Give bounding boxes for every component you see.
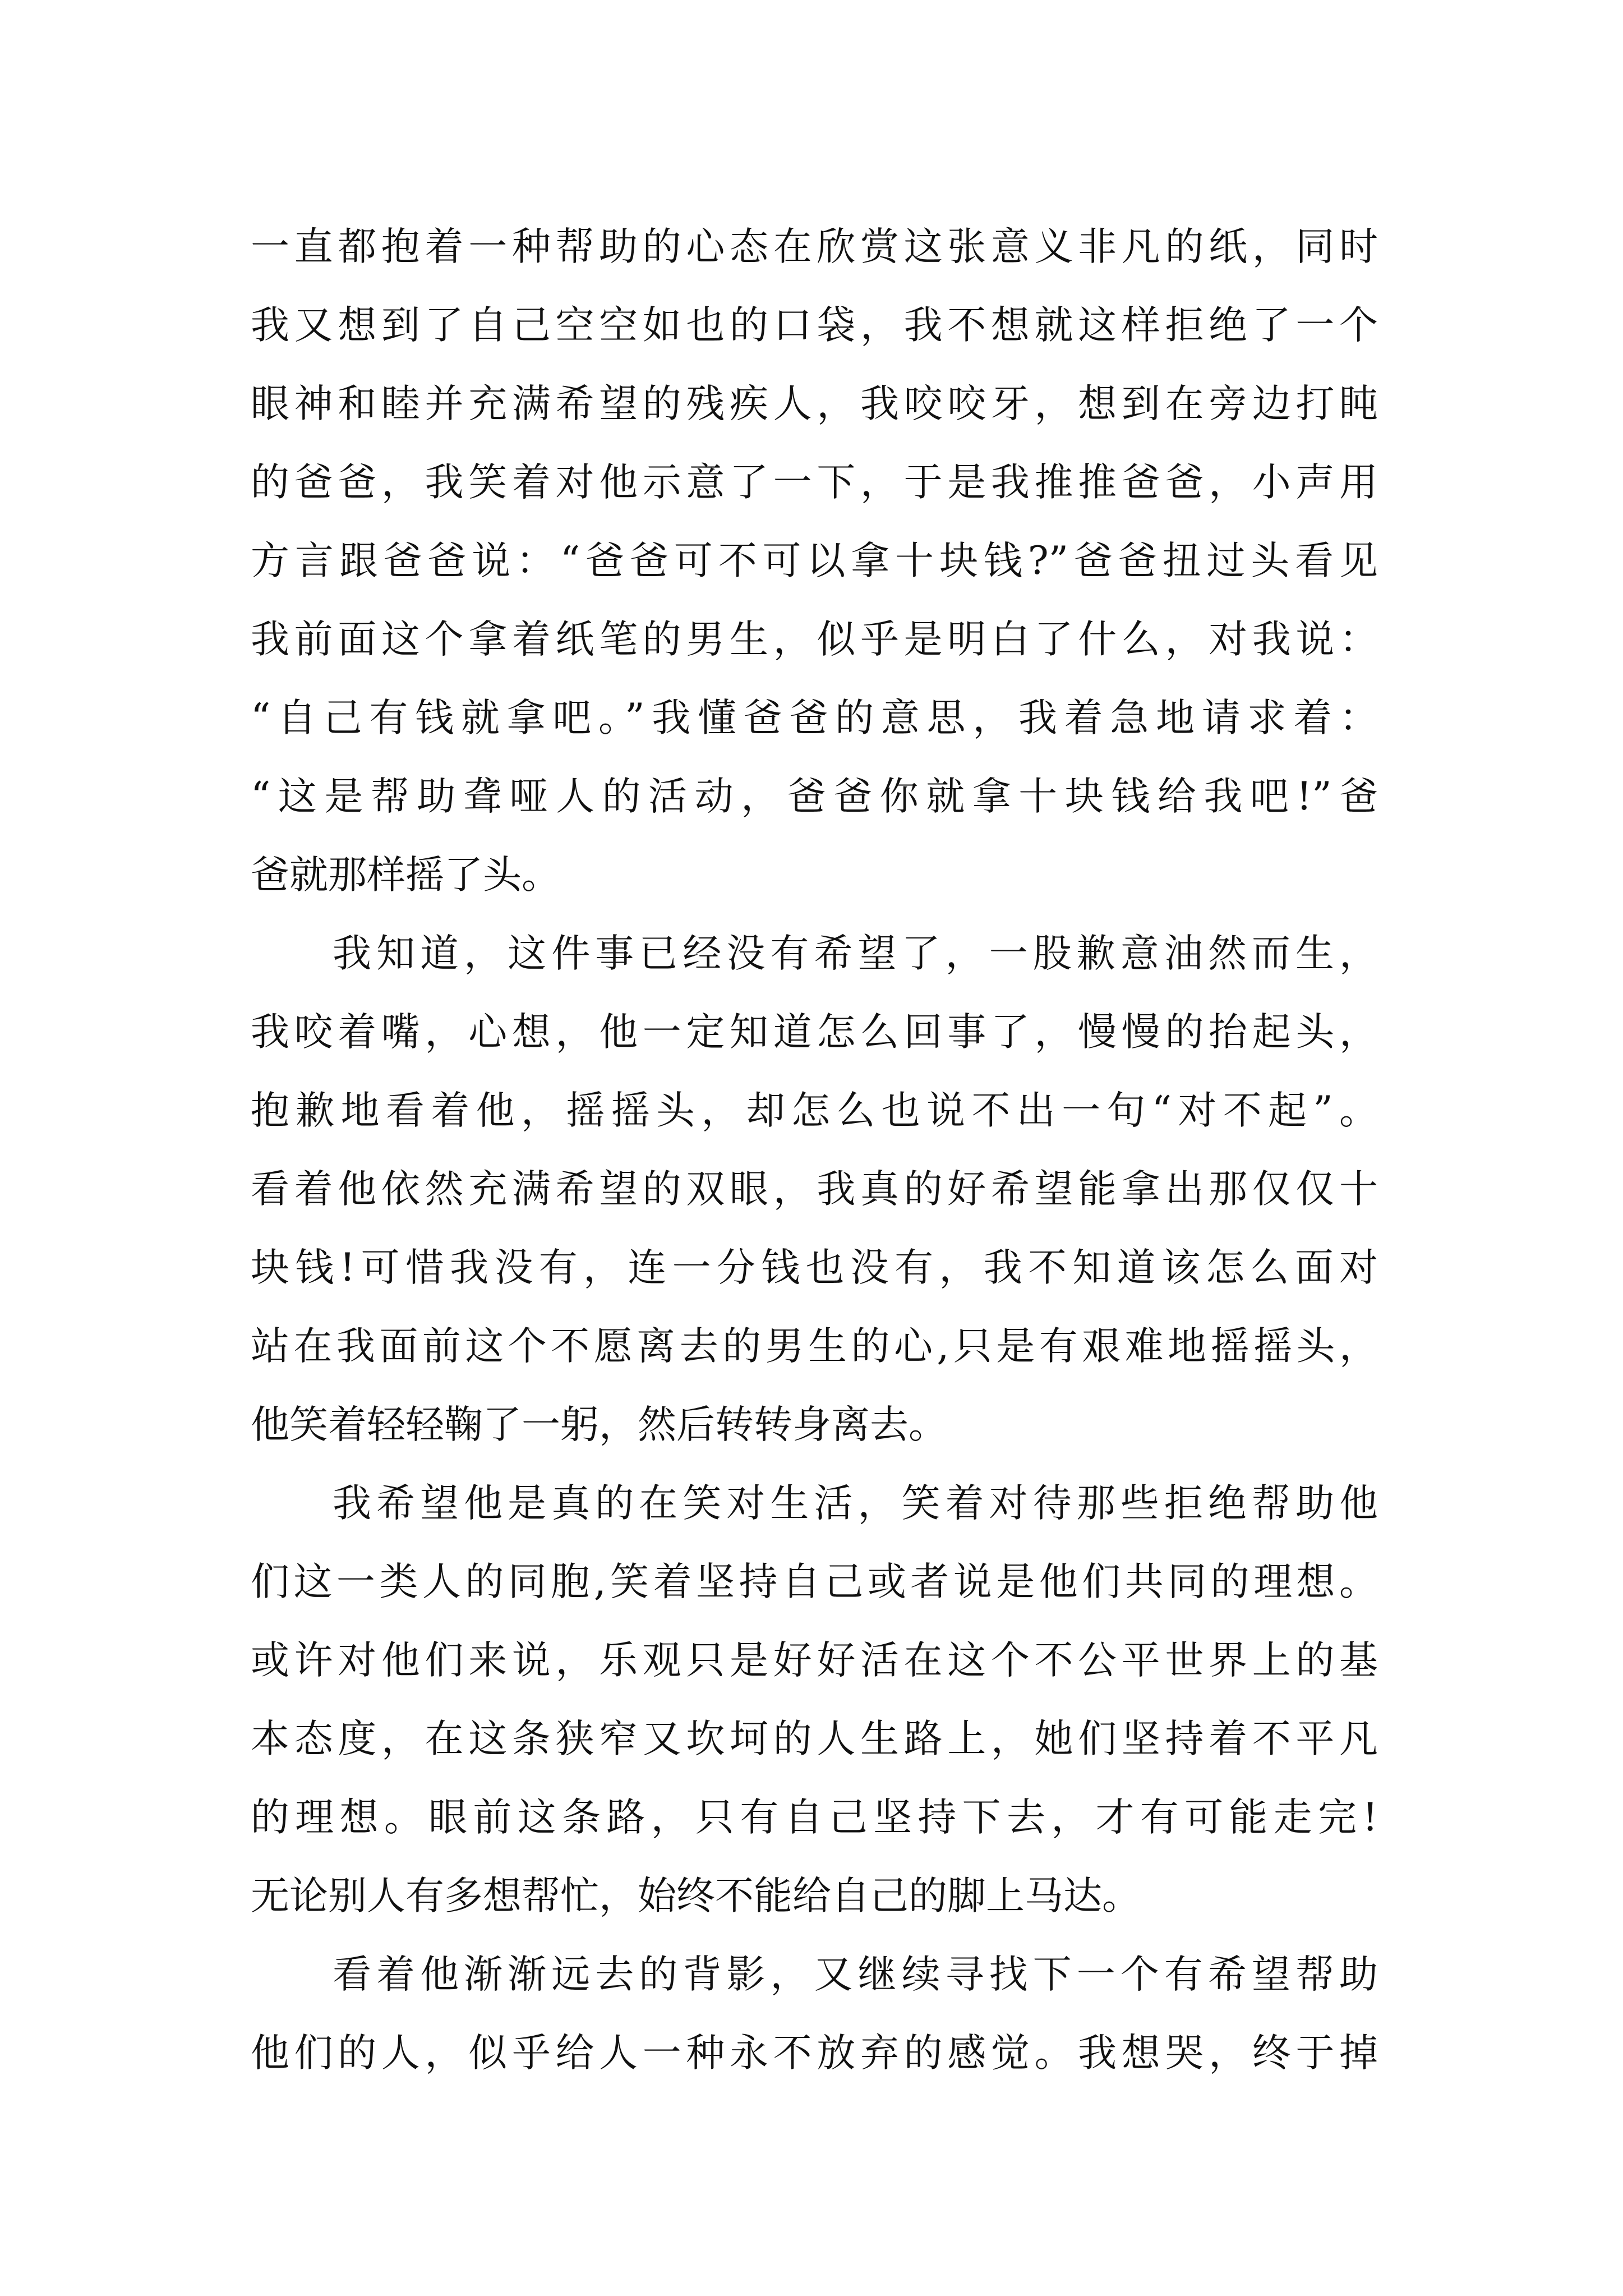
text-line: 他笑着轻轻鞠了一躬，然后转转身离去。 (251, 1402, 947, 1447)
text-line: 或许对他们来说，乐观只是好好活在这个不公平世界上的基 (251, 1638, 1378, 1683)
text-line: 们这一类人的同胞,笑着坚持自己或者说是他们共同的理想。 (251, 1559, 1378, 1604)
text-line: 一直都抱着一种帮助的心态在欣赏这张意义非凡的纸，同时 (251, 224, 1378, 269)
text-line: 站在我面前这个不愿离去的男生的心,只是有艰难地摇摇头， (251, 1324, 1378, 1369)
text-line: “自己有钱就拿吧。”我懂爸爸的意思，我着急地请求着： (251, 696, 1378, 740)
text-line: 本态度，在这条狭窄又坎坷的人生路上，她们坚持着不平凡 (251, 1717, 1378, 1761)
text-line: 的爸爸，我笑着对他示意了一下，于是我推推爸爸，小声用 (251, 460, 1378, 505)
text-line: 我前面这个拿着纸笔的男生，似乎是明白了什么，对我说： (251, 617, 1378, 662)
paragraph-first-line: 看着他渐渐远去的背影，又继续寻找下一个有希望帮助 (333, 1952, 1378, 1997)
text-line: 他们的人，似乎给人一种永不放弃的感觉。我想哭，终于掉 (251, 2031, 1378, 2076)
text-line: 我又想到了自己空空如也的口袋，我不想就这样拒绝了一个 (251, 303, 1378, 348)
text-line: 爸就那样摇了头。 (251, 853, 560, 898)
text-line: 眼神和睦并充满希望的残疾人，我咬咬牙，想到在旁边打盹 (251, 381, 1378, 426)
text-line: 的理想。眼前这条路，只有自己坚持下去，才有可能走完! (251, 1795, 1378, 1840)
text-line: 抱歉地看着他，摇摇头，却怎么也说不出一句“对不起”。 (251, 1088, 1378, 1133)
body-text (251, 208, 1378, 2092)
text-line: 无论别人有多想帮忙，始终不能给自己的脚上马达。 (251, 1874, 1141, 1918)
text-line: “这是帮助聋哑人的活动，爸爸你就拿十块钱给我吧!”爸 (251, 774, 1378, 819)
text-line: 看着他依然充满希望的双眼，我真的好希望能拿出那仅仅十 (251, 1167, 1378, 1212)
text-line: 块钱!可惜我没有，连一分钱也没有，我不知道该怎么面对 (251, 1245, 1378, 1290)
paragraph-first-line: 我希望他是真的在笑对生活，笑着对待那些拒绝帮助他 (333, 1481, 1378, 1526)
text-line: 方言跟爸爸说：“爸爸可不可以拿十块钱?”爸爸扭过头看见 (251, 539, 1378, 583)
paragraph-first-line: 我知道，这件事已经没有希望了，一股歉意油然而生， (333, 931, 1378, 976)
text-line: 我咬着嘴，心想，他一定知道怎么回事了，慢慢的抬起头， (251, 1010, 1378, 1055)
